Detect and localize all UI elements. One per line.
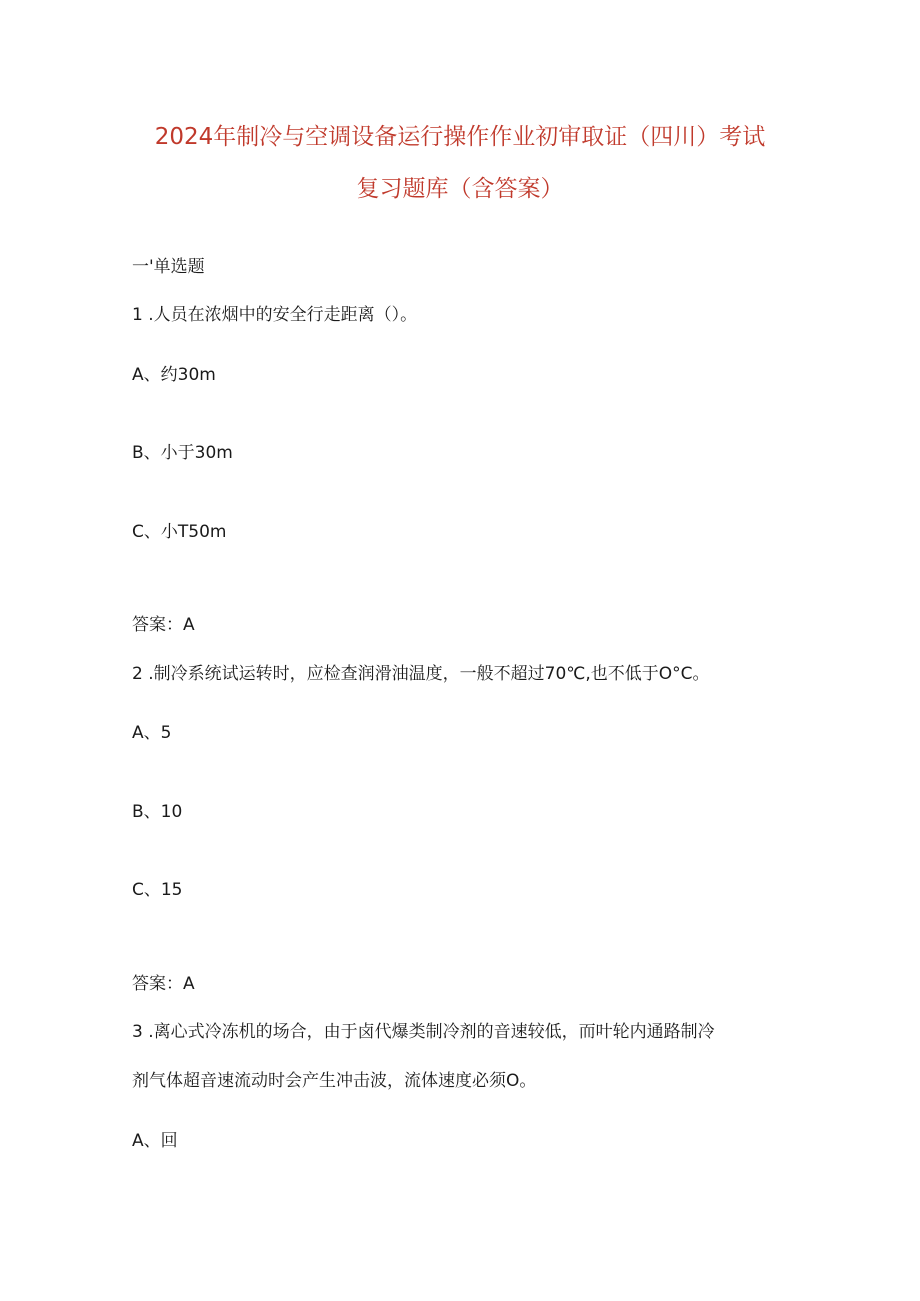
question-2-option-b: B、10 — [132, 802, 183, 822]
question-1-option-a: A、约30m — [132, 365, 216, 385]
question-3-stem-line2: 剂气体超音速流动时会产生冲击波，流体速度必须O。 — [132, 1071, 537, 1091]
question-2-answer: 答案：A — [132, 974, 195, 994]
question-3-stem-line1: 3 .离心式冷冻机的场合，由于卤代爆类制冷剂的音速较低，而叶轮内通路制冷 — [132, 1022, 715, 1042]
question-1-option-c: C、小T50m — [132, 522, 227, 542]
question-2-stem: 2 .制冷系统试运转时，应检查润滑油温度，一般不超过70℃,也不低于O°C。 — [132, 664, 710, 684]
section-heading: 一'单选题 — [132, 257, 205, 277]
document-title-line1: 2024年制冷与空调设备运行操作作业初审取证（四川）考试 — [154, 124, 766, 150]
question-1-stem: 1 .人员在浓烟中的安全行走距离（）。 — [132, 305, 418, 325]
question-1-answer: 答案：A — [132, 615, 195, 635]
question-2-option-a: A、5 — [132, 723, 172, 743]
document-title-line2: 复习题库（含答案） — [356, 176, 564, 202]
question-3-option-a: A、回 — [132, 1131, 178, 1151]
question-2-option-c: C、15 — [132, 880, 183, 900]
question-1-option-b: B、小于30m — [132, 443, 233, 463]
